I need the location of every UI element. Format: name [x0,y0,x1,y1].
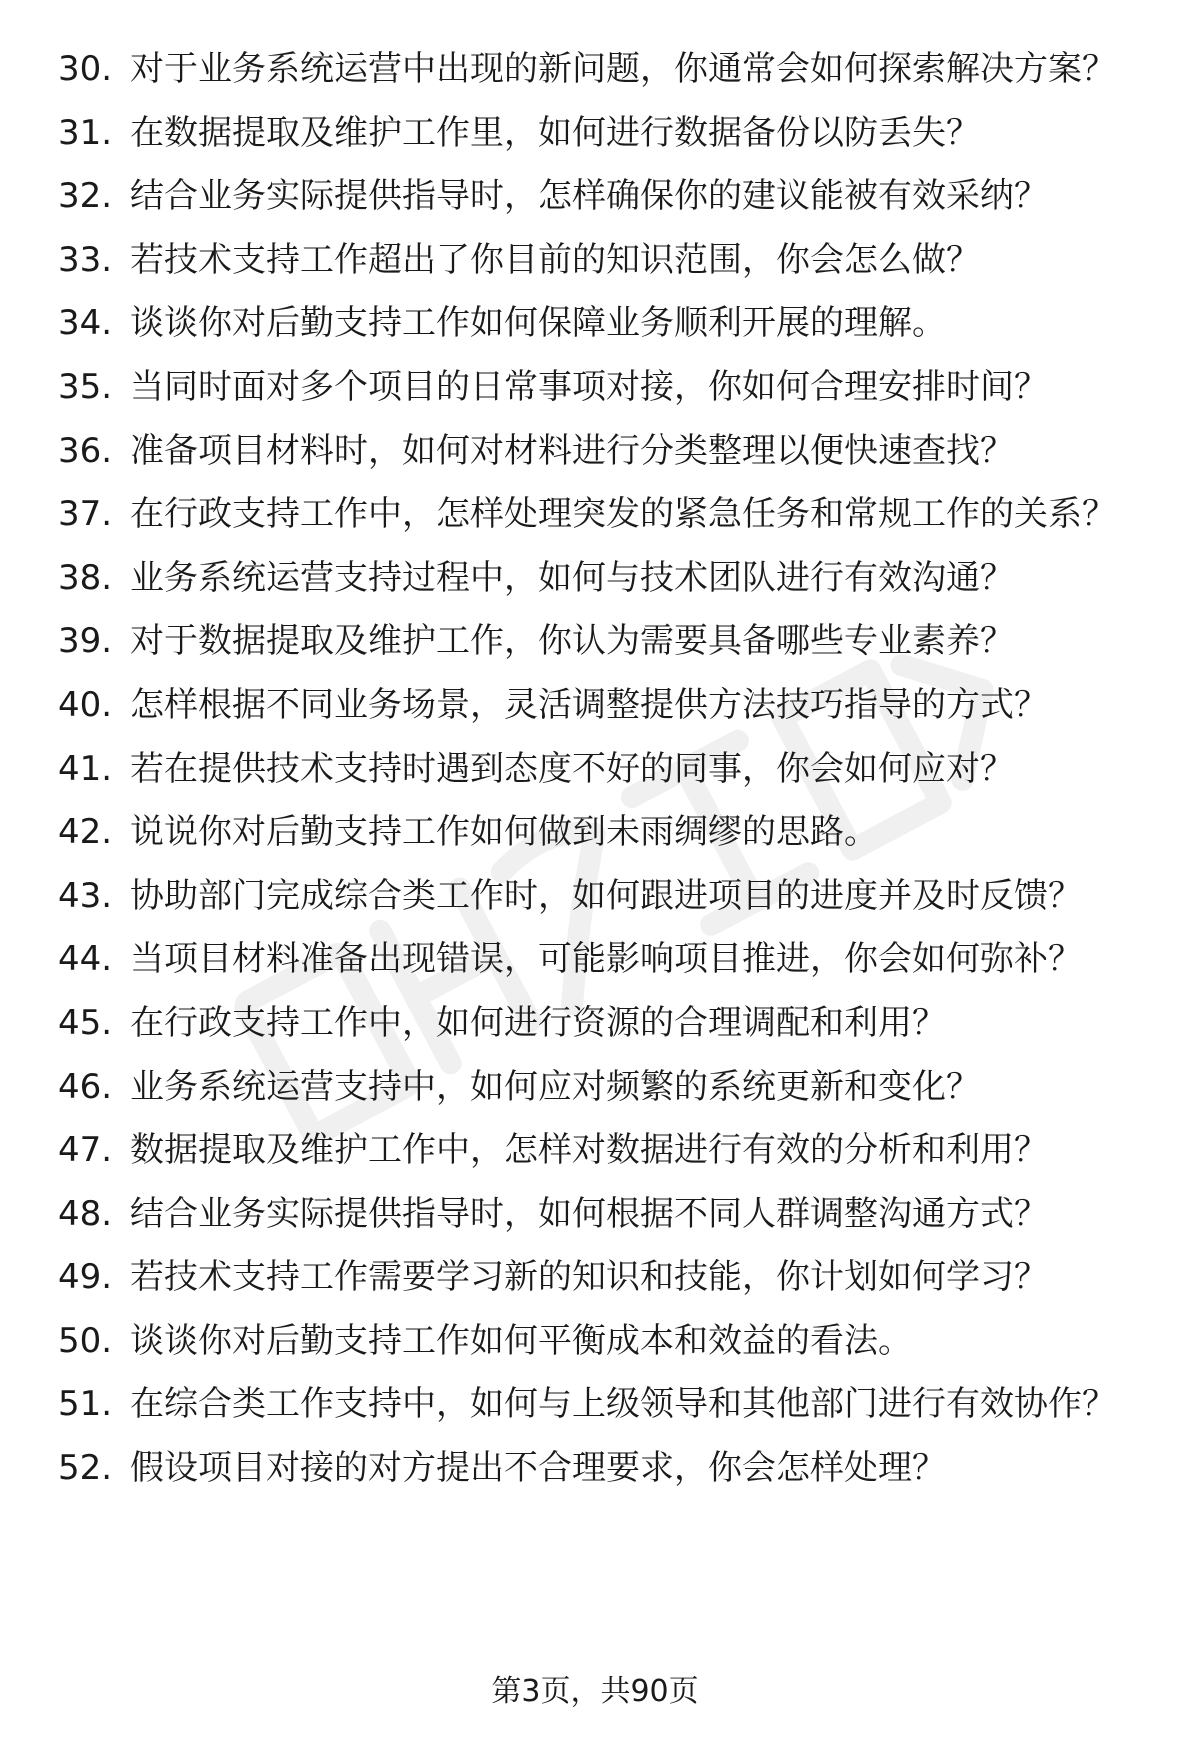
question-text: 当项目材料准备出现错误，可能影响项目推进，你会如何弥补？ [130,939,1082,980]
list-item [0,557,1190,599]
question-number: 35. [58,366,113,407]
question-text: 在行政支持工作中，怎样处理突发的紧急任务和常规工作的关系？ [130,494,1116,535]
question-text: 对于数据提取及维护工作，你认为需要具备哪些专业素养？ [130,621,1014,662]
question-text: 若技术支持工作超出了你目前的知识范围，你会怎么做？ [130,239,980,280]
question-list [0,48,1190,1511]
question-number: 46. [58,1066,113,1107]
list-item [0,1129,1190,1171]
question-text: 假设项目对接的对方提出不合理要求，你会怎样处理？ [130,1448,946,1489]
question-text: 谈谈你对后勤支持工作如何平衡成本和效益的看法。 [130,1320,912,1361]
question-text: 结合业务实际提供指导时，如何根据不同人群调整沟通方式？ [130,1193,1048,1234]
question-text: 数据提取及维护工作中，怎样对数据进行有效的分析和利用？ [130,1130,1048,1171]
question-text: 在数据提取及维护工作里，如何进行数据备份以防丢失？ [130,112,980,153]
question-number: 43. [58,875,113,916]
list-item [0,1066,1190,1108]
question-number: 44. [58,939,113,980]
question-number: 33. [58,239,113,280]
question-number: 31. [58,112,113,153]
question-text: 若在提供技术支持时遇到态度不好的同事，你会如何应对？ [130,748,1014,789]
list-item [0,748,1190,790]
question-text: 在综合类工作支持中，如何与上级领导和其他部门进行有效协作？ [130,1384,1116,1425]
question-number: 47. [58,1130,113,1171]
question-text: 在行政支持工作中，如何进行资源的合理调配和利用？ [130,1002,946,1043]
list-item [0,302,1190,344]
list-item [0,366,1190,408]
question-text: 谈谈你对后勤支持工作如何保障业务顺利开展的理解。 [130,303,946,344]
question-number: 30. [58,49,113,89]
page-number-footer: 第3页，共90页 [491,1674,699,1709]
question-number: 40. [58,684,113,725]
list-item [0,112,1190,154]
question-number: 32. [58,176,113,217]
question-text: 说说你对后勤支持工作如何做到未雨绸缪的思路。 [130,812,878,853]
question-text: 当同时面对多个项目的日常事项对接，你如何合理安排时间？ [130,366,1048,407]
list-item [0,875,1190,917]
question-number: 36. [58,430,113,471]
list-item [0,1193,1190,1235]
question-number: 34. [58,303,113,344]
list-item [0,239,1190,281]
question-text: 结合业务实际提供指导时，怎样确保你的建议能被有效采纳？ [130,176,1048,217]
list-item [0,493,1190,535]
list-item [0,938,1190,980]
list-item [0,1447,1190,1489]
question-number: 42. [58,812,113,853]
list-item [0,620,1190,662]
question-number: 51. [58,1384,113,1425]
list-item [0,1002,1190,1044]
question-text: 若技术支持工作需要学习新的知识和技能，你计划如何学习？ [130,1257,1048,1298]
question-text: 业务系统运营支持过程中，如何与技术团队进行有效沟通？ [130,557,1014,598]
question-number: 38. [58,557,113,598]
question-text: 准备项目材料时，如何对材料进行分类整理以便快速查找？ [130,430,1014,471]
question-number: 37. [58,494,113,535]
question-text: 怎样根据不同业务场景，灵活调整提供方法技巧指导的方式？ [130,684,1048,725]
question-number: 48. [58,1193,113,1234]
list-item [0,175,1190,217]
question-number: 45. [58,1002,113,1043]
list-item [0,1383,1190,1425]
question-number: 49. [58,1257,113,1298]
list-item [0,48,1190,90]
list-item [0,684,1190,726]
question-text: 对于业务系统运营中出现的新问题，你通常会如何探索解决方案？ [130,49,1116,89]
list-item [0,430,1190,472]
list-item [0,1320,1190,1362]
question-text: 业务系统运营支持中，如何应对频繁的系统更新和变化？ [130,1066,980,1107]
question-number: 50. [58,1320,113,1361]
list-item [0,811,1190,853]
list-item [0,1256,1190,1298]
question-number: 41. [58,748,113,789]
question-text: 协助部门完成综合类工作时，如何跟进项目的进度并及时反馈？ [130,875,1082,916]
question-number: 39. [58,621,113,662]
question-number: 52. [58,1448,113,1489]
